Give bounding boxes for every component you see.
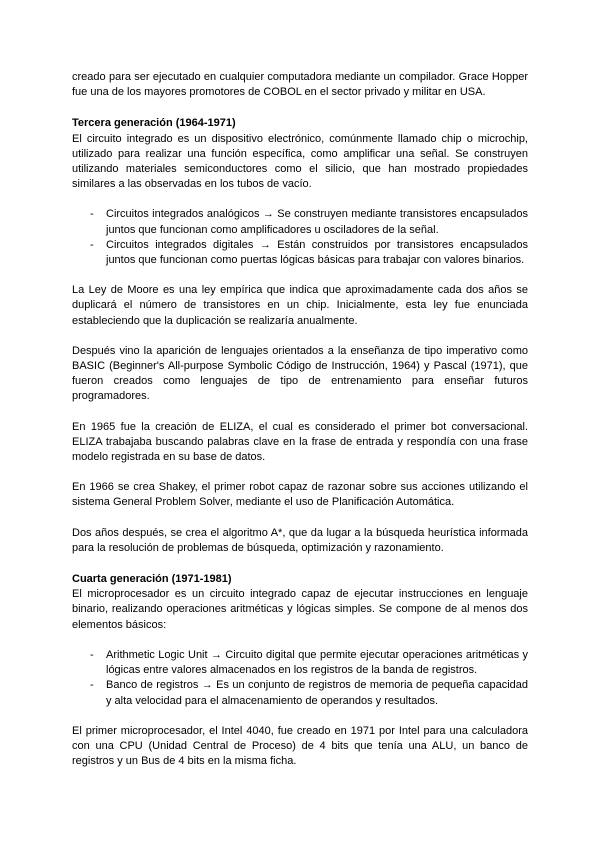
- list-item: [72, 238, 528, 268]
- list-item-text: Circuitos integrados analógicos → Se construyen mediante transistores encapsulados juntos que funcionan como amplificadores u osciladores de la señal.: [106, 208, 528, 236]
- paragraph-intel-4040: El primer microprocesador, el Intel 4040, fue creado en 1971 por Intel para una calculadora con una CPU (Unidad Central de Proceso) de 4 bits que tenía una ALU, un banco de registros y un Bus de 4 bits en la misma ficha.: [72, 724, 528, 768]
- paragraph-moore-law: La Ley de Moore es una ley empírica que indica que aproximadamente cada dos años se duplicará el número de transistores en un chip. Inicialmente, esta ley fue enunciada estableciendo que la duplicación se realizaría anualmente.: [72, 284, 528, 327]
- list-item: [72, 678, 528, 708]
- dash-bullet: -: [90, 648, 94, 661]
- paragraph-integrated-circuit: El circuito integrado es un dispositivo electrónico, comúnmente llamado chip o microchip, utilizado para realizar una función específica, como amplificar una señal. Se construyen utilizando materiales semiconductores como el silicio, que han mostrado propiedades similares a las observadas en los tubos de vacío.: [72, 132, 528, 191]
- paragraph-microprocessor: El microprocesador es un circuito integrado capaz de ejecutar instrucciones en lenguaje binario, realizando operaciones aritméticas y lógicas simples. Se compone de al menos dos elementos básicos:: [72, 588, 528, 631]
- paragraph-eliza: En 1965 fue la creación de ELIZA, el cual es considerado el primer bot conversacional. ELIZA trabajaba buscando palabras clave en la frase de entrada y respondía con una frase modelo registrada en su base de datos.: [72, 420, 528, 464]
- list-item-text: Circuitos integrados digitales → Están construidos por transistores encapsulados juntos que funcionan como puertas lógicas básicas para trabajar con valores binarios.: [106, 238, 528, 267]
- section-heading-third-generation: Tercera generación (1964-1971): [72, 117, 236, 130]
- bullet-list-microprocessor-elements: [72, 648, 528, 709]
- list-item: [72, 207, 528, 237]
- paragraph-languages: Después vino la aparición de lenguajes orientados a la enseñanza de tipo imperativo como BASIC (Beginner's All-purpose Symbolic Código de Instrucción, 1964) y Pascal (1971), que fueron creados como lenguajes de tipo de entrenamiento para enseñar futuros programadores.: [72, 344, 528, 403]
- dash-bullet: -: [90, 679, 94, 692]
- paragraph-a-star: Dos años después, se crea el algoritmo A*, que da lugar a la búsqueda heurística informada para la resolución de problemas de búsqueda, optimización y razonamiento.: [72, 526, 528, 554]
- intro-paragraph: creado para ser ejecutado en cualquier computadora mediante un compilador. Grace Hopper fue una de los mayores promotores de COBOL en el sector privado y militar en USA.: [72, 71, 528, 99]
- paragraph-shakey: En 1966 se crea Shakey, el primer robot capaz de razonar sobre sus acciones utilizando el sistema General Problem Solver, mediante el uso de Planificación Automática.: [72, 481, 528, 509]
- dash-bullet: -: [90, 208, 94, 221]
- list-item: [72, 648, 528, 678]
- bullet-list-circuit-types: [72, 207, 528, 268]
- dash-bullet: -: [90, 238, 94, 251]
- list-item-text: Arithmetic Logic Unit → Circuito digital que permite ejecutar operaciones aritméticas y lógicas entre valores almacenados en los registros de la banda de registros.: [106, 648, 528, 677]
- section-heading-fourth-generation: Cuarta generación (1971-1981): [72, 573, 232, 586]
- list-item-text: Banco de registros → Es un conjunto de registros de memoria de pequeña capacidad y alta velocidad para el almacenamiento de operandos y resultados.: [106, 679, 528, 707]
